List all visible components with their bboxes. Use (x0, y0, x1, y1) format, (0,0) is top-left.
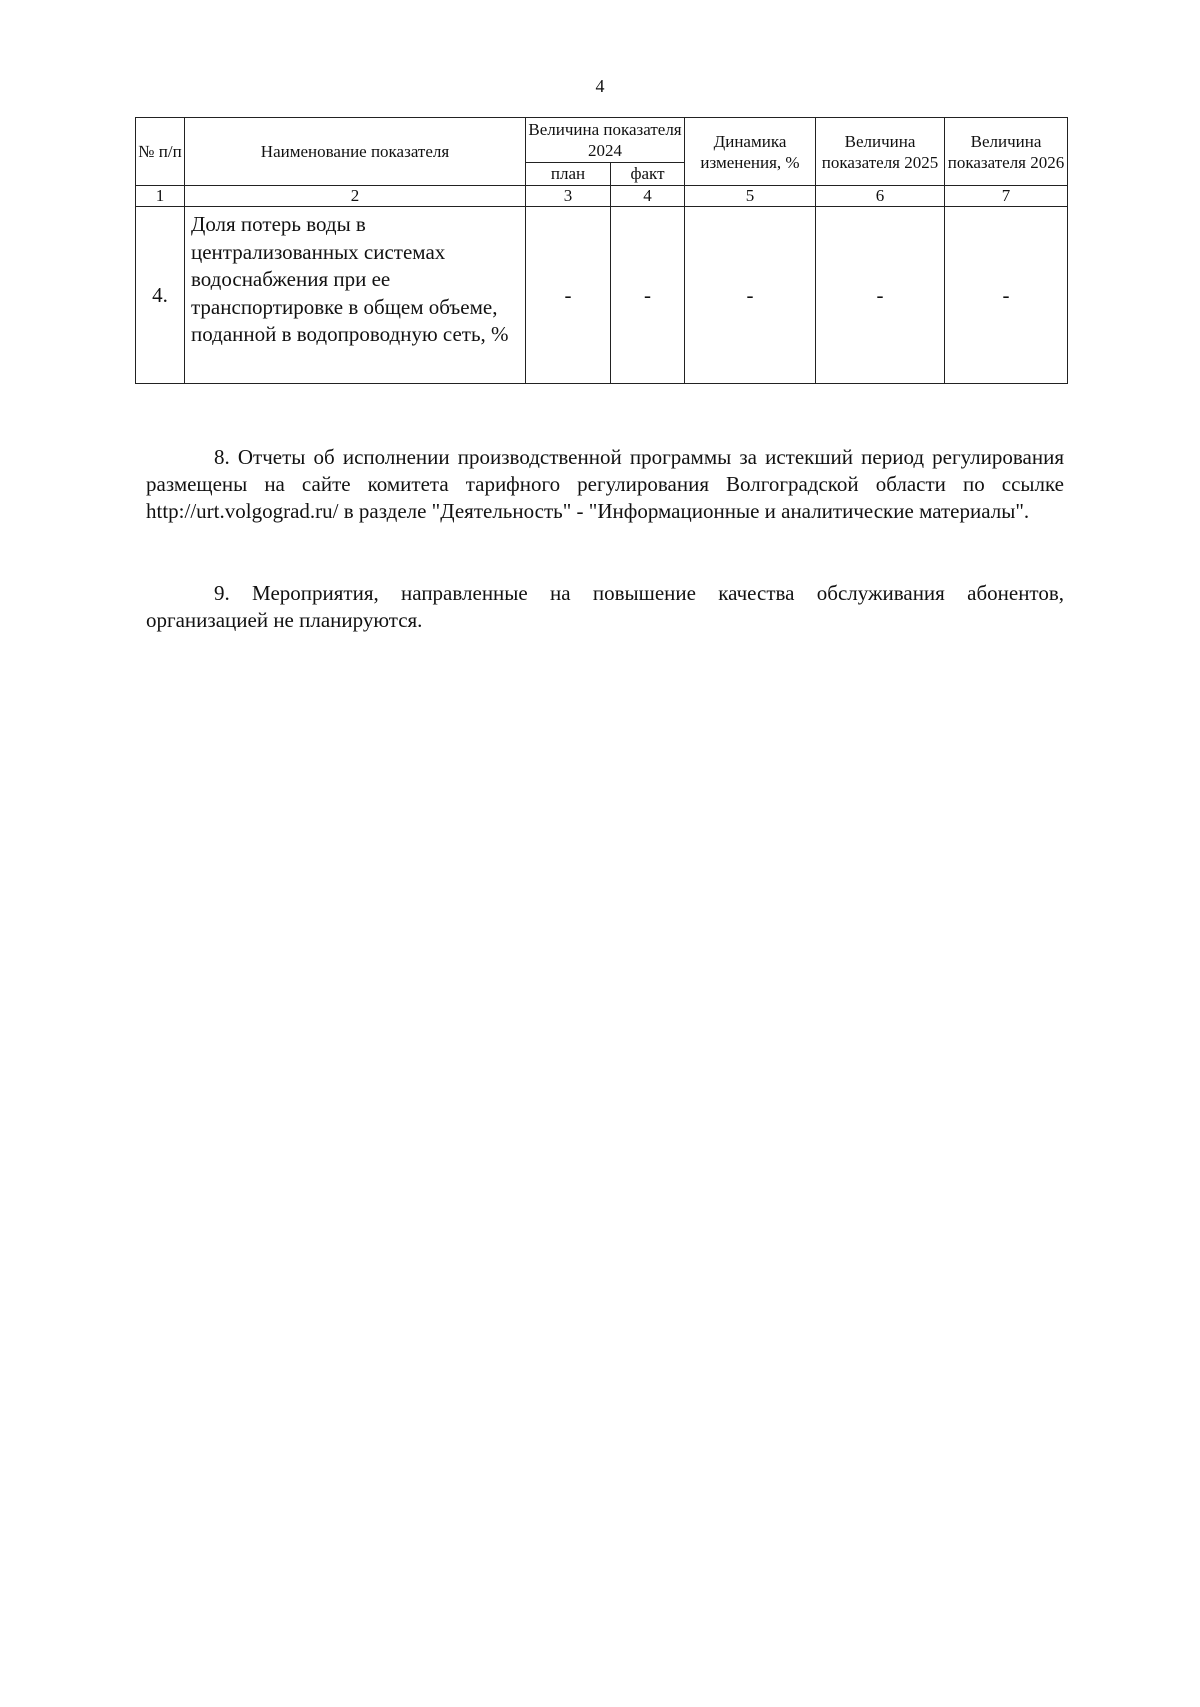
paragraph-measures: 9. Мероприятия, направленные на повышение качества обслуживания абонентов, организацией не планируются. (146, 581, 1064, 632)
header-num: № п/п (136, 118, 185, 186)
indicators-table (135, 117, 1068, 384)
column-number: 1 (136, 186, 185, 207)
header-dynamics: Динамика изменения, % (685, 118, 816, 186)
table-row (136, 207, 1068, 384)
header-value-2025: Величина показателя 2025 (816, 118, 945, 186)
plan-value: - (526, 207, 611, 384)
column-number: 5 (685, 186, 816, 207)
column-numbers-row (136, 186, 1068, 207)
page-number: 4 (595, 76, 605, 96)
header-name: Наименование показателя (185, 118, 526, 186)
dynamics-value: - (685, 207, 816, 384)
column-number: 2 (185, 186, 526, 207)
value-2025: - (816, 207, 945, 384)
value-2026: - (945, 207, 1068, 384)
column-number: 3 (526, 186, 611, 207)
header-fact: факт (611, 163, 685, 186)
indicator-name: Доля потерь воды в централизованных системах водоснабжения при ее транспортировке в общем объеме, поданной в водопроводную сеть, % (185, 207, 526, 384)
fact-value: - (611, 207, 685, 384)
row-number: 4. (136, 207, 185, 384)
header-value-2024: Величина показателя 2024 (526, 118, 685, 163)
paragraph-reports: 8. Отчеты об исполнении производственной программы за истекший период регулирования размещены на сайте комитета тарифного регулирования Волгоградской области по ссылке http://urt.volgograd.ru/ в разделе "Деятельность" - "Информационные и аналитические материалы". (146, 445, 1064, 523)
column-number: 7 (945, 186, 1068, 207)
column-number: 6 (816, 186, 945, 207)
header-value-2026: Величина показателя 2026 (945, 118, 1068, 186)
column-number: 4 (611, 186, 685, 207)
header-plan: план (526, 163, 611, 186)
